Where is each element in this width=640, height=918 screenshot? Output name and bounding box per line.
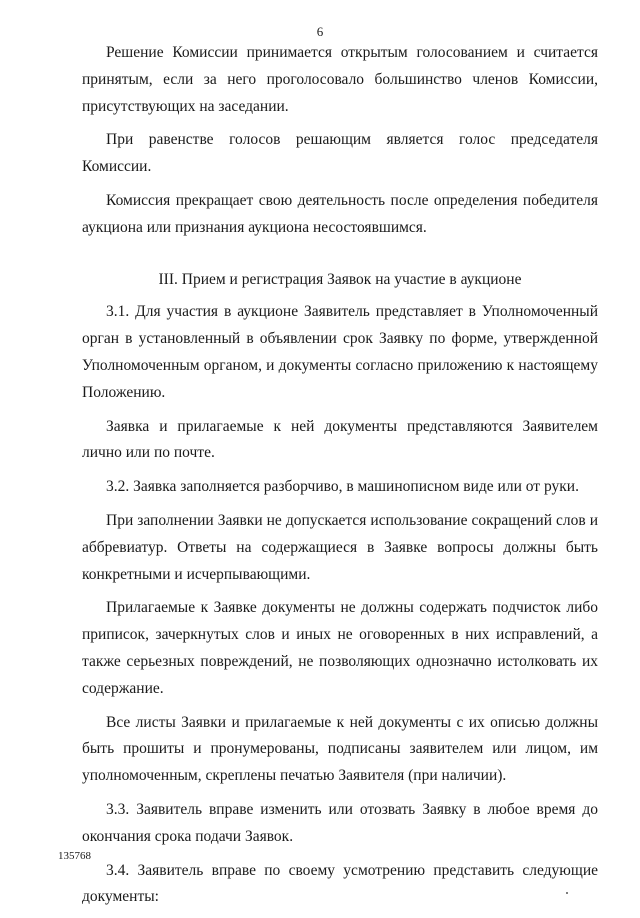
paragraph-3-4: 3.4. Заявитель вправе по своему усмотрению представить следующие документы: bbox=[82, 861, 598, 906]
paragraph-3-1: 3.1. Для участия в аукционе Заявитель представляет в Уполномоченный орган в установленный в объявлении срок Заявку по форме, утвержденной Уполномоченным органом, и документы согласно приложению к настоящему Положению. bbox=[82, 303, 598, 401]
scan-speck bbox=[566, 892, 568, 894]
paragraph-commission-termination: Комиссия прекращает свою деятельность после определения победителя аукциона или признания аукциона несостоявшимся. bbox=[82, 191, 598, 236]
paragraph-no-abbreviations: При заполнении Заявки не допускается использование сокращений слов и аббревиатур. Ответы на содержащиеся в Заявке вопросы должны быть конкретными и исчерпывающими. bbox=[82, 511, 598, 583]
paragraph-equal-votes: При равенстве голосов решающим является голос председателя Комиссии. bbox=[82, 131, 598, 176]
paragraph-3-2: 3.2. Заявка заполняется разборчиво, в машинописном виде или от руки. bbox=[106, 478, 579, 496]
section-heading: III. Прием и регистрация Заявок на участие в аукционе bbox=[158, 270, 522, 288]
document-code: 135768 bbox=[58, 850, 91, 862]
paragraph-3-3: 3.3. Заявитель вправе изменить или отозвать Заявку в любое время до окончания срока подачи Заявок. bbox=[82, 800, 598, 845]
document-body bbox=[82, 40, 598, 918]
paragraph-submission-method: Заявка и прилагаемые к ней документы представляются Заявителем лично или по почте. bbox=[82, 417, 598, 462]
paragraph-commission-decision: Решение Комиссии принимается открытым голосованием и считается принятым, если за него проголосовало большинство членов Комиссии, присутствующих на заседании. bbox=[82, 44, 598, 115]
paragraph-sheets-bound: Все листы Заявки и прилагаемые к ней документы с их описью должны быть прошиты и пронумерованы, подписаны заявителем или лицом, им уполномоченным, скреплены печатью Заявителя (при наличии). bbox=[82, 713, 598, 785]
paragraph-attached-documents: Прилагаемые к Заявке документы не должны содержать подчисток либо приписок, зачеркнутых слов и иных не оговоренных в них исправлений, а также серьезных повреждений, не позволяющих однозначно истолковать их содержание. bbox=[82, 599, 598, 697]
page-number: 6 bbox=[316, 24, 324, 39]
